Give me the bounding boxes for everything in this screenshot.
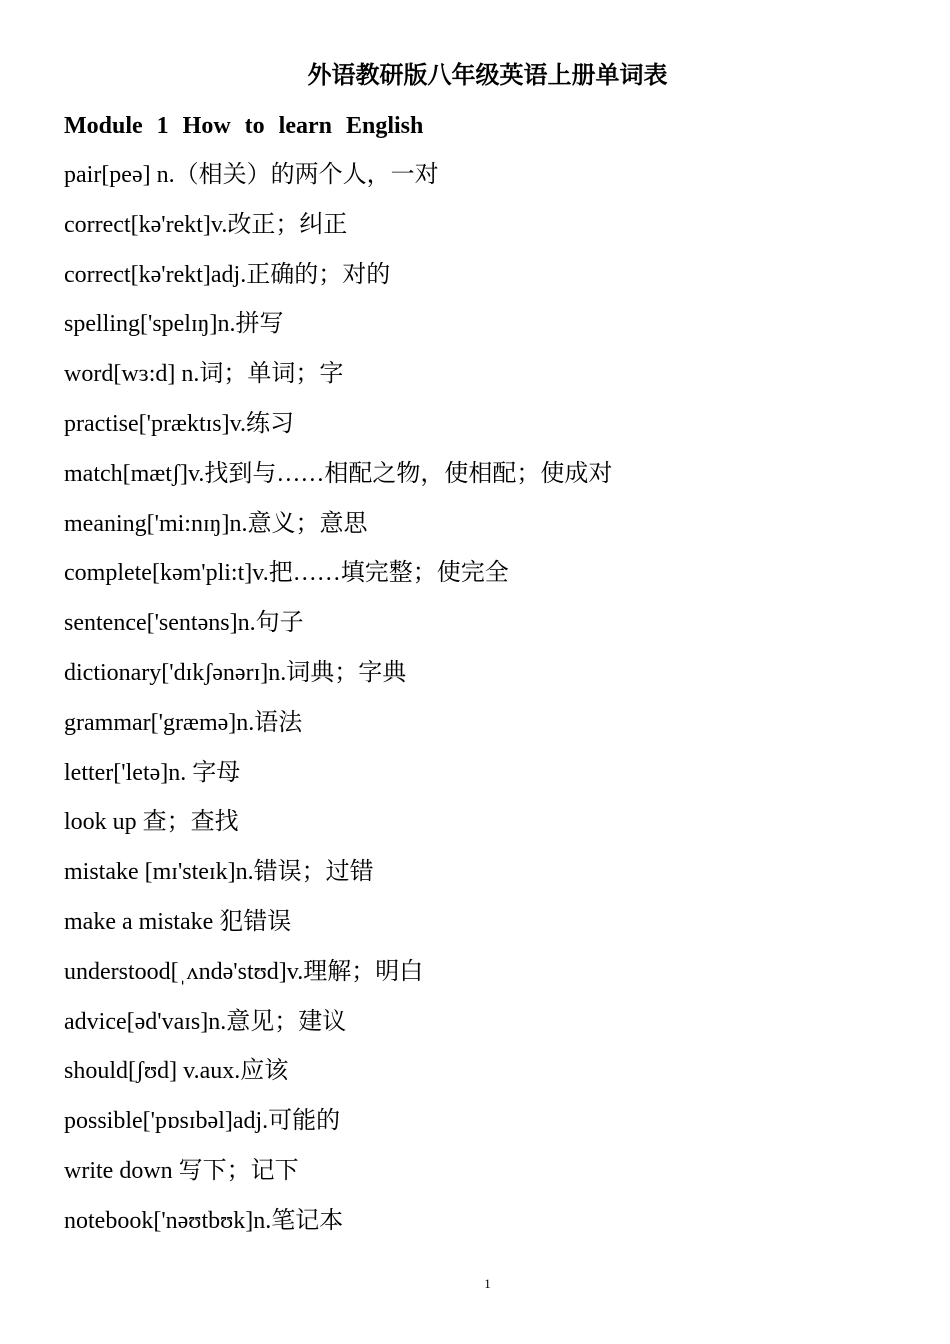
vocab-entry: grammar['græmə]n.语法 xyxy=(64,709,303,736)
vocab-entry: notebook['nəʊtbʊk]n.笔记本 xyxy=(64,1207,344,1234)
document-title: 外语教研版八年级英语上册单词表 xyxy=(307,63,668,89)
vocab-entry: match[mætʃ]v.找到与……相配之物，使相配；使成对 xyxy=(64,460,613,487)
vocab-entry: pair[peə] n.（相关）的两个人，一对 xyxy=(64,162,439,188)
page-number: 1 xyxy=(484,1276,491,1291)
vocab-entry: letter['letə]n. 字母 xyxy=(64,759,241,786)
vocab-entry: dictionary['dɪkʃənərɪ]n.词典；字典 xyxy=(64,659,407,686)
vocab-entry: should[ʃʊd] v.aux.应该 xyxy=(64,1058,289,1085)
vocab-entry: make a mistake 犯错误 xyxy=(64,908,292,935)
vocab-entry: meaning['mi:nɪŋ]n.意义；意思 xyxy=(64,510,368,537)
vocab-entry: write down 写下；记下 xyxy=(64,1157,299,1184)
vocab-entry: advice[əd'vaɪs]n.意见；建议 xyxy=(64,1008,347,1035)
vocabulary-list xyxy=(64,158,612,1254)
vocab-entry: word[wɜ:d] n.词；单词；字 xyxy=(64,361,344,388)
vocab-entry: practise['præktɪs]v.练习 xyxy=(64,410,295,437)
module-heading: Module 1 How to learn English xyxy=(64,113,424,139)
vocab-entry: mistake [mɪ'steɪk]n.错误；过错 xyxy=(64,859,374,886)
vocab-entry: complete[kəm'pli:t]v.把……填完整；使完全 xyxy=(64,560,509,587)
vocab-entry: understood[ˌʌndə'stʊd]v.理解；明白 xyxy=(64,958,424,985)
vocab-entry: possible['pɒsɪbəl]adj.可能的 xyxy=(64,1108,341,1135)
vocab-entry: look up 查；查找 xyxy=(64,809,239,836)
vocab-entry: correct[kə'rekt]adj.正确的；对的 xyxy=(64,261,391,288)
vocab-entry: sentence['sentəns]n.句子 xyxy=(64,610,304,637)
vocab-entry: spelling['spelɪŋ]n.拼写 xyxy=(64,311,284,338)
vocab-entry: correct[kə'rekt]v.改正；纠正 xyxy=(64,211,348,238)
